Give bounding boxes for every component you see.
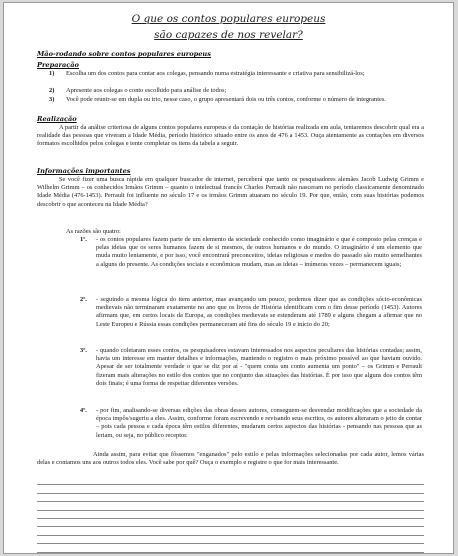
reason-4-number: 4º. [80, 407, 87, 414]
realization-text: A partir da análise criteriosa de alguns contos populares europeus e da contação de histórias realizada em aula, tentaremos descobrir qual era a realidade das pessoas que viveram a Idade Média, período histórico situado entre os anos de 476 a 1453. Ouça atentamente as contações em diversos formatos escolhidos pelos colegas e tente completar os itens da tabela a seguir. [37, 124, 424, 148]
reason-2-text: - seguindo a mesma lógica do item anterior, mas avançando um pouco, podemos dizer que as condições sócio-econômicas medievais não terminaram exatamente no ano que os livros de História identificam com o fim desse período (1453). Autores afirmam que, em certos locais da Europa, as condições medievais se estenderam até 1789 e alguns chegam a afirmar que no Leste Europeu e Rússia essas condições permaneceram até fins do século 19 e início do 20; [96, 296, 422, 328]
answer-line[interactable] [37, 511, 424, 519]
realization-heading: Realização [37, 115, 77, 123]
closing-paragraph: Ainda assim, para evitar que fôssemos "enganados" pelo estilo e pelas informações selecionadas por cada autor, lemos várias delas e contamos uns aos outros todos eles. Você sabe por quê? Ouça o exemplo e registre o que for mais interessante. [37, 451, 424, 467]
main-heading: Mão-rodando sobre contos populares europeus [37, 50, 211, 58]
prep-item-3-text: Você pode reunir-se em dupla ou trio, nesse caso, o grupo apresentará dois ou três contos, conforme o número de integrantes. [66, 96, 386, 103]
reason-4-text: - por fim, analisando-se diversas edições das obras desses autores, conseguem-se desvendar modificações que a sociedade da época impôs/sugeriu a eles. Assim, conforme foram escrevendo e revisando seus escritos, os autores alteraram o jeito de contar – pois cada pessoa e cada época têm estilos diferentes, mudaram certos aspectos das histórias - pensando nas pessoas que as leriam, ou seja, no público receptor. [96, 407, 422, 439]
answer-line[interactable] [37, 494, 424, 502]
answer-line[interactable] [37, 519, 424, 527]
reason-1-number: 1º. [80, 236, 87, 243]
answer-line[interactable] [37, 485, 424, 493]
answer-line[interactable] [37, 536, 424, 544]
answer-line[interactable] [37, 527, 424, 535]
answer-lines [37, 477, 424, 553]
answer-line[interactable] [37, 544, 424, 552]
title-line-2: são capazes de nos revelar? [154, 29, 303, 41]
info-heading: Informações importantes [37, 167, 131, 175]
prep-item-2-text: Apresente aos colegas o conto escolhido para análise de todos; [66, 87, 227, 94]
prep-item-2-number: 2) [49, 87, 55, 94]
title-line-1: O que os contos populares europeus [131, 13, 326, 25]
reasons-intro: As razões são quatro: [66, 228, 121, 235]
document-page [3, 2, 454, 554]
reason-1-text: - os contos populares fazem parte de um elemento da sociedade conhecido como imaginário e que é composto pelas crenças e pelas ideias que os seres humanos fazem de si mesmos, de outros humanos e do mundo. O imaginário é um elemento que muda muito lentamente, e por isso, você encontrará preconceitos, ideias religiosas e medos do passado são muito semelhantes a alguns do presente. As condições sociais e econômicas mudam, mas as ideias – inúmeras vezes – permanecem iguais; [96, 236, 422, 268]
prep-item-1-number: 1) [49, 70, 55, 77]
prep-item-1-text: Escolha um dos contos para contar aos colegas, pensando numa estratégia interessante e criativa para sensibilizá-los; [66, 70, 365, 77]
prep-item-3-number: 3) [49, 96, 55, 103]
answer-line[interactable] [37, 502, 424, 510]
info-paragraph: Se você fizer uma busca rápida em qualquer buscador de internet, perceberá que tanto os pesquisadores alemães Jacob Ludwig Grimm e Wilhelm Grimm – os conhecidos Irmãos Grimm – quanto o intelectual francês Charles Perrault não nasceram no período classicamente denominado Idade Média (476-1453). Perrault foi influente no século 17 e os irmãos Grimm atuaram no século 19. Por que, então, com suas histórias podemos descobrir o que aconteceu na Idade Média? [37, 176, 424, 208]
reason-2-number: 2º. [80, 296, 87, 303]
preparation-heading: Preparação [37, 61, 79, 69]
reason-3-number: 3º. [80, 347, 87, 354]
reason-3-text: - quando coletaram esses contos, os pesquisadores estavam interessados nos aspectos peculiares das histórias contadas; assim, havia um interesse em manter detalhes e informações, mantendo o registro o mais próximo possível ao que haviam ouvido. Apesar de ser totalmente verdade o que se diz por aí - "quem conta um conto aumenta um ponto" – os Grimm e Perrault fizeram mais alterações no estilo dos contos que no conjunto das situações das histórias. É por isso que alguns dos contos têm dois finais; é uma forma de respeitar diferentes versões. [96, 347, 422, 387]
answer-line[interactable] [37, 477, 424, 485]
